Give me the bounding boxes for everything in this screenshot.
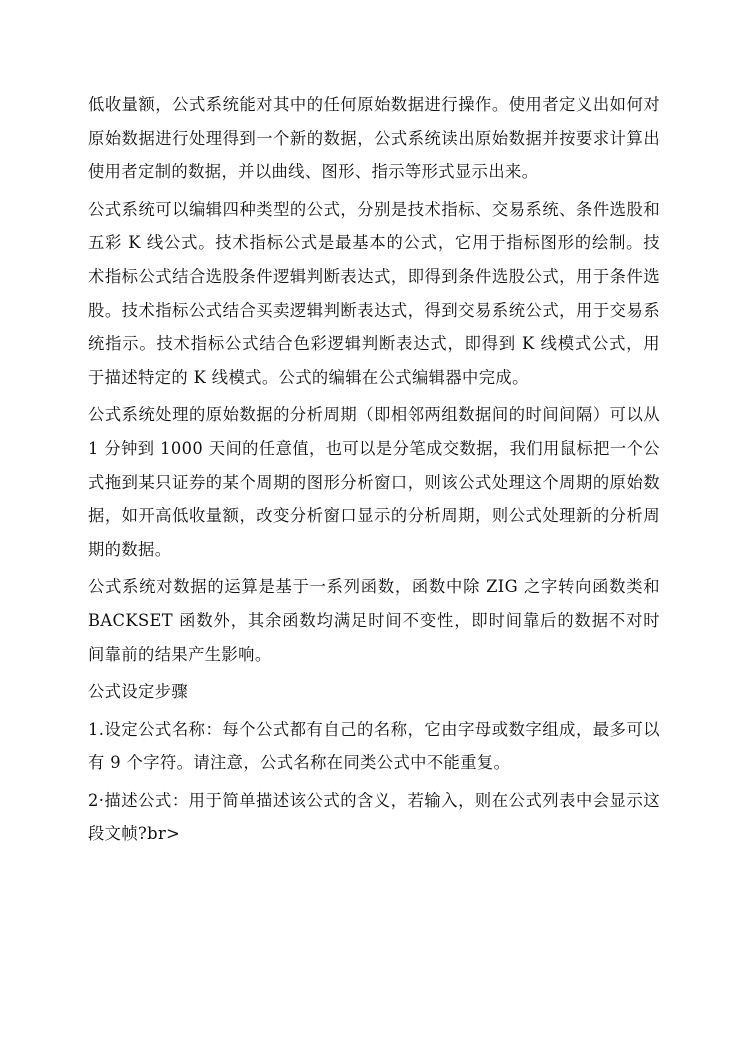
- paragraph-intro: 低收量额，公式系统能对其中的任何原始数据进行操作。使用者定义出如何对原始数据进行处理得到一个新的数据，公式系统读出原始数据并按要求计算出使用者定制的数据，并以曲线、图形、指示等形式显示出来。: [88, 95, 660, 182]
- paragraph-functions: 公式系统对数据的运算是基于一系列函数，函数中除 ZIG 之字转向函数类和 BACKSET 函数外，其余函数均满足时间不变性，即时间靠后的数据不对时间靠前的结果产生影响。: [88, 577, 660, 664]
- paragraph-formula-types: 公式系统可以编辑四种类型的公式，分别是技术指标、交易系统、条件选股和五彩 K 线公式。技术指标公式是最基本的公式，它用于指标图形的绘制。技术指标公式结合选股条件逻辑判断表达式，即得到条件选股公式，用于条件选股。技术指标公式结合买卖逻辑判断表达式，得到交易系统公式，用于交易系统指示。技术指标公式结合色彩逻辑判断表达式，即得到 K 线模式公式，用于描述特定的 K 线模式。公式的编辑在公式编辑器中完成。: [88, 199, 660, 387]
- step-2: 2·描述公式：用于简单描述该公式的含义，若输入，则在公式列表中会显示这段文帧?br>: [88, 790, 660, 844]
- paragraph-analysis-period: 公式系统处理的原始数据的分析周期（即相邻两组数据间的时间间隔）可以从 1 分钟到 1000 天间的任意值，也可以是分笔成交数据，我们用鼠标把一个公式拖到某只证券的某个周期的图形分析窗口，则该公式处理这个周期的原始数据，如开高低收量额，改变分析窗口显示的分析周期，则公式处理新的分析周期的数据。: [88, 405, 660, 559]
- document-body: [88, 88, 660, 855]
- step-1: 1.设定公式名称：每个公式都有自己的名称，它由字母或数字组成，最多可以有 9 个字符。请注意，公式名称在同类公式中不能重复。: [88, 719, 660, 773]
- section-heading: 公式设定步骤: [88, 682, 189, 702]
